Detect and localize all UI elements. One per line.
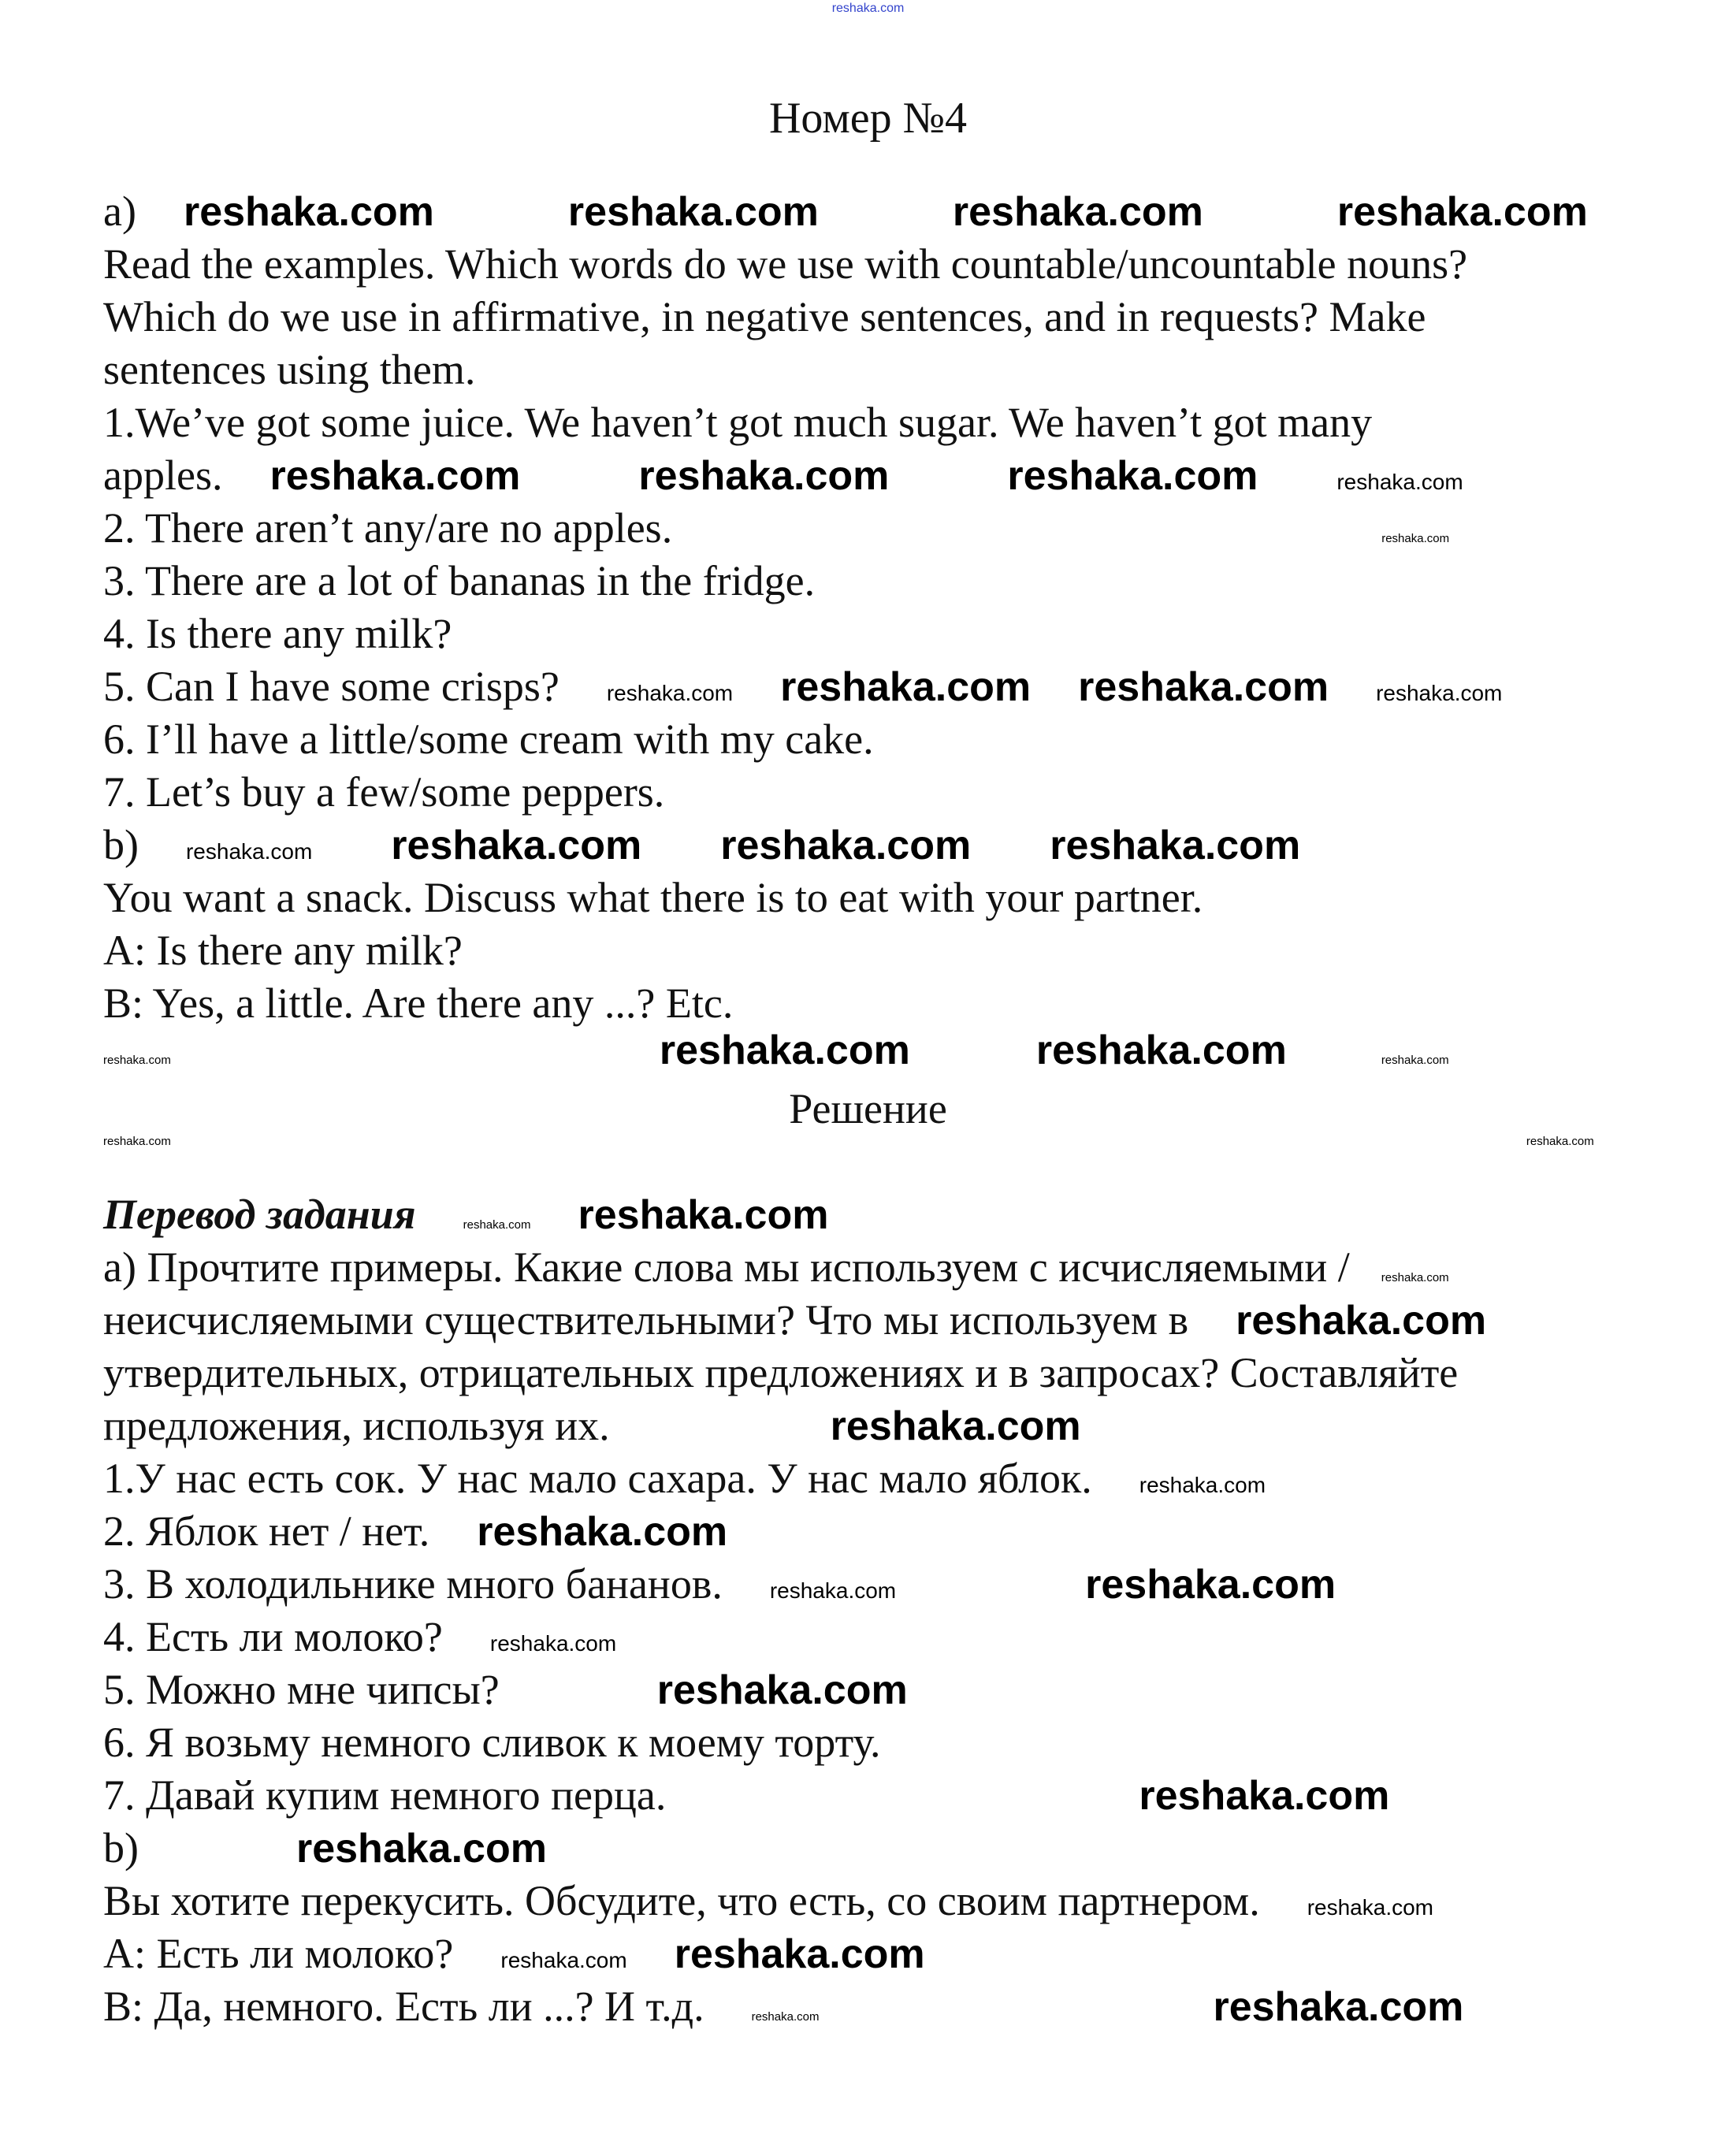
watermark: reshaka.com	[1376, 681, 1503, 705]
row	[103, 713, 1736, 766]
part-a-label: a)	[103, 188, 136, 235]
watermark: reshaka.com	[578, 1192, 829, 1238]
watermark: reshaka.com	[103, 1054, 171, 1067]
document-body	[103, 185, 1736, 2033]
translation-heading: Перевод задания	[103, 1191, 416, 1238]
watermark: reshaka.com	[674, 1931, 925, 1977]
instruction-line: sentences using them.	[103, 346, 476, 393]
row	[103, 396, 1736, 449]
watermark: reshaka.com	[103, 1135, 171, 1148]
spacer	[103, 1030, 1736, 1083]
row	[103, 291, 1736, 344]
row	[103, 1452, 1736, 1505]
watermark: reshaka.com	[1213, 1984, 1464, 2030]
page-title: Номер №4	[768, 94, 968, 143]
watermark: reshaka.com	[720, 823, 972, 868]
row	[103, 1347, 1736, 1399]
row	[103, 766, 1736, 819]
example-line: 5. Can I have some crisps?	[103, 663, 559, 710]
watermark: reshaka.com	[391, 823, 642, 868]
watermark: reshaka.com	[1050, 823, 1301, 868]
part-b-line: B: Yes, a little. Are there any ...? Etc.	[103, 979, 734, 1027]
watermark: reshaka.com	[830, 1403, 1081, 1449]
translation-line: неисчисляемыми существительными? Что мы используем в	[103, 1296, 1189, 1344]
watermark: reshaka.com	[659, 1028, 910, 1073]
watermark: reshaka.com	[185, 839, 313, 864]
example-line: 2. There aren’t any/are no apples.	[103, 504, 673, 552]
watermark: reshaka.com	[831, 2, 905, 15]
row	[103, 1927, 1736, 1980]
watermark: reshaka.com	[1078, 664, 1329, 710]
watermark: reshaka.com	[477, 1509, 728, 1555]
solution-heading: Решение	[789, 1085, 947, 1132]
watermark: reshaka.com	[1139, 1473, 1266, 1497]
row	[103, 1241, 1736, 1294]
row	[103, 1980, 1736, 2033]
row	[103, 977, 1736, 1030]
row	[103, 924, 1736, 977]
watermark: reshaka.com	[1007, 453, 1258, 499]
part-b-line: You want a snack. Discuss what there is to eat with your partner.	[103, 874, 1203, 921]
translation-line: 5. Можно мне чипсы?	[103, 1666, 500, 1713]
instruction-line: Read the examples. Which words do we use with countable/uncountable nouns?	[103, 240, 1468, 288]
part-b-line: A: Is there any milk?	[103, 927, 463, 974]
translation-part-b-label: b)	[103, 1824, 139, 1872]
example-line: 1.We’ve got some juice. We haven’t got much sugar. We haven’t got many	[103, 399, 1373, 446]
row	[103, 1716, 1736, 1769]
instruction-line: Which do we use in affirmative, in negative sentences, and in requests? Make	[103, 293, 1426, 340]
row	[103, 819, 1736, 872]
translation-line: 2. Яблок нет / нет.	[103, 1507, 430, 1555]
spacer	[103, 1136, 1736, 1188]
watermark: reshaka.com	[1236, 1298, 1487, 1344]
translation-line: В: Да, немного. Есть ли ...? И т.д.	[103, 1983, 704, 2030]
row	[103, 1822, 1736, 1875]
watermark: reshaka.com	[1307, 1895, 1433, 1920]
translation-line: утвердительных, отрицательных предложениях и в запросах? Составляйте	[103, 1349, 1459, 1396]
watermark: reshaka.com	[952, 189, 1203, 235]
translation-line: 3. В холодильнике много бананов.	[103, 1560, 723, 1608]
part-b-label: b)	[103, 821, 139, 868]
example-line: 7. Let’s buy a few/some peppers.	[103, 768, 665, 816]
watermark: reshaka.com	[638, 453, 890, 499]
watermark: reshaka.com	[1336, 470, 1463, 494]
watermark: reshaka.com	[656, 1667, 908, 1713]
row	[103, 502, 1736, 555]
example-line: 6. I’ll have a little/some cream with my cake.	[103, 716, 874, 763]
watermark: reshaka.com	[1526, 1135, 1594, 1148]
row	[103, 660, 1736, 713]
watermark: reshaka.com	[183, 189, 434, 235]
translation-line: предложения, используя их.	[103, 1402, 610, 1449]
watermark: reshaka.com	[270, 453, 521, 499]
watermark: reshaka.com	[1381, 1054, 1449, 1067]
watermark: reshaka.com	[567, 189, 819, 235]
row	[103, 872, 1736, 924]
example-line: 3. There are a lot of bananas in the fridge.	[103, 557, 816, 604]
translation-line: 7. Давай купим немного перца.	[103, 1771, 667, 1819]
row	[103, 608, 1736, 660]
translation-line: 6. Я возьму немного сливок к моему торту.	[103, 1719, 881, 1766]
row	[103, 1294, 1736, 1347]
row	[103, 1663, 1736, 1716]
translation-line: А: Есть ли молоко?	[103, 1930, 454, 1977]
watermark: reshaka.com	[463, 1218, 531, 1232]
watermark: reshaka.com	[751, 2010, 820, 2024]
row	[103, 185, 1736, 238]
solution-row	[0, 1083, 1736, 1136]
translation-line: Вы хотите перекусить. Обсудите, что есть, со своим партнером.	[103, 1877, 1260, 1924]
row	[103, 1875, 1736, 1927]
row	[103, 1769, 1736, 1822]
watermark: reshaka.com	[1381, 532, 1450, 545]
translation-line: 1.У нас есть сок. У нас мало сахара. У нас мало яблок.	[103, 1455, 1092, 1502]
row	[103, 555, 1736, 608]
translation-line: 4. Есть ли молоко?	[103, 1613, 443, 1660]
watermark: reshaka.com	[500, 1948, 627, 1972]
row	[103, 1611, 1736, 1663]
row	[103, 1188, 1736, 1241]
watermark: reshaka.com	[1336, 189, 1588, 235]
row	[103, 238, 1736, 291]
watermark: reshaka.com	[1035, 1028, 1287, 1073]
watermark: reshaka.com	[296, 1826, 547, 1872]
row	[103, 1505, 1736, 1558]
watermark: reshaka.com	[1381, 1271, 1449, 1284]
row	[103, 344, 1736, 396]
watermark: reshaka.com	[780, 664, 1032, 710]
example-line: 4. Is there any milk?	[103, 610, 452, 657]
row	[103, 449, 1736, 502]
row	[103, 1399, 1736, 1452]
watermark: reshaka.com	[1139, 1773, 1390, 1819]
watermark: reshaka.com	[1085, 1562, 1336, 1608]
watermark: reshaka.com	[489, 1631, 617, 1656]
watermark: reshaka.com	[606, 681, 734, 705]
watermark: reshaka.com	[769, 1578, 897, 1603]
example-line: apples.	[103, 452, 223, 499]
translation-line: а) Прочтите примеры. Какие слова мы используем с исчисляемыми /	[103, 1243, 1350, 1291]
row	[103, 1558, 1736, 1611]
